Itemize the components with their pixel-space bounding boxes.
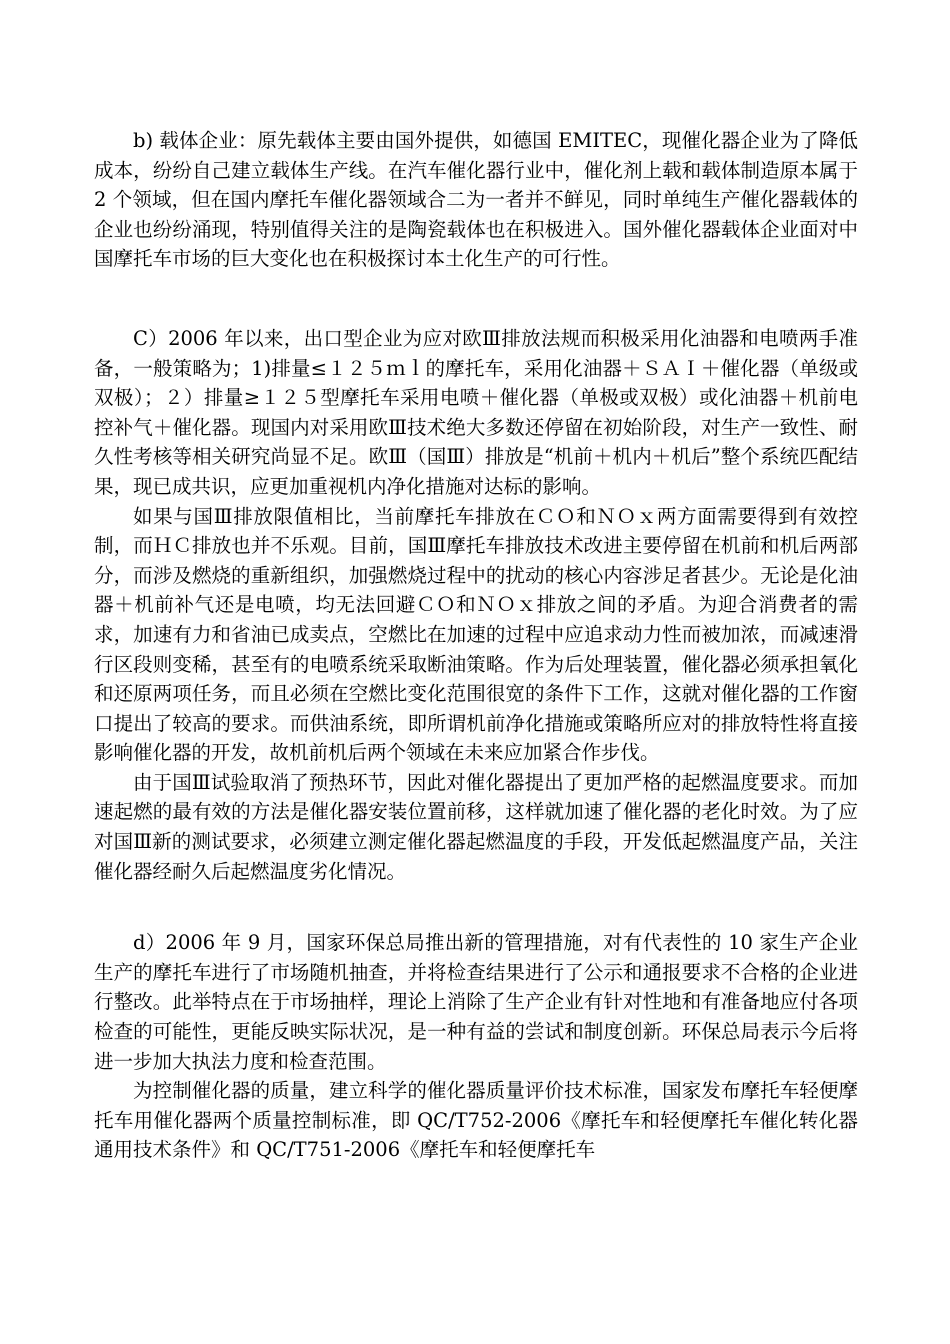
paragraph-market-inspection: d）2006 年 9 月，国家环保总局推出新的管理措施，对有代表性的 10 家生产企业生产的摩托车进行了市场随机抽查，并将检查结果进行了公示和通报要求不合格的企业进行整改。此举特点在于市场抽样，理论上消除了生产企业有针对性地和有准备地应付各项检查的可能性，更能反映实际状况，是一种有益的尝试和制度创新。环保总局表示今后将进一步加大执法力度和检查范围。 (94, 931, 858, 1073)
paragraph-carrier-enterprises: b) 载体企业：原先载体主要由国外提供，如德国 EMITEC，现催化器企业为了降低成本，纷纷自己建立载体生产线。在汽车催化器行业中，催化剂上载和载体制造原本属于 2 个领域，但在国内摩托车催化器领域合二为一者并不鲜见，同时单纯生产催化器载体的企业也纷纷涌现，特别值得关注的是陶瓷载体也在积极进入。国外催化器载体企业面对中国摩托车市场的巨大变化也在积极探讨本土化生产的可行性。 (94, 129, 858, 271)
paragraph-export-strategy: C）2006 年以来，出口型企业为应对欧Ⅲ排放法规而积极采用化油器和电喷两手准备，一般策略为；1)排量≤１２５ｍｌ的摩托车，采用化油器＋ＳＡＩ＋催化器（单级或双极）；２）排量≥１２５型摩托车采用电喷＋催化器（单极或双极）或化油器＋机前电控补气＋催化器。现国内对采用欧Ⅲ技术绝大多数还停留在初始阶段，对生产一致性、耐久性考核等相关研究尚显不足。欧Ⅲ（国Ⅲ）排放是“机前＋机内＋机后”整个系统匹配结果，现已成共识，应更加重视机内净化措施对达标的影响。 (94, 326, 858, 498)
paragraph-quality-standards: 为控制催化器的质量，建立科学的催化器质量评价技术标准，国家发布摩托车轻便摩托车用催化器两个质量控制标准，即 QC/T752-2006《摩托车和轻便摩托车催化转化器通用技术条件》和 QC/T751-2006《摩托车和轻便摩托车 (94, 1079, 858, 1162)
document-body (94, 126, 858, 1165)
paragraph-emission-comparison: 如果与国Ⅲ排放限值相比，当前摩托车排放在ＣＯ和ＮＯｘ两方面需要得到有效控制，而ＨＣ排放也并不乐观。目前，国Ⅲ摩托车排放技术改进主要停留在机前和机后两部分，而涉及燃烧的重新组织，加强燃烧过程中的扰动的核心内容涉足者甚少。无论是化油器＋机前补气还是电喷，均无法回避ＣＯ和ＮＯｘ排放之间的矛盾。为迎合消费者的需求，加速有力和省油已成卖点，空燃比在加速的过程中应追求动力性而被加浓，而减速滑行区段则变稀，甚至有的电喷系统采取断油策略。作为后处理装置，催化器必须承担氧化和还原两项任务，而且必须在空燃比变化范围很宽的条件下工作，这就对催化器的工作窗口提出了较高的要求。而供油系统，即所谓机前净化措施或策略所应对的排放特性将直接影响催化器的开发，故机前机后两个领域在未来应加紧合作步伐。 (94, 504, 858, 765)
paragraph-spacer (94, 886, 858, 928)
paragraph-light-off-temperature: 由于国Ⅲ试验取消了预热环节，因此对催化器提出了更加严格的起燃温度要求。而加速起燃的最有效的方法是催化器安装位置前移，这样就加速了催化器的老化时效。为了应对国Ⅲ新的测试要求，必须建立测定催化器起燃温度的手段，开发低起燃温度产品，关注催化器经耐久后起燃温度劣化情况。 (94, 770, 858, 883)
paragraph-spacer (94, 274, 858, 324)
